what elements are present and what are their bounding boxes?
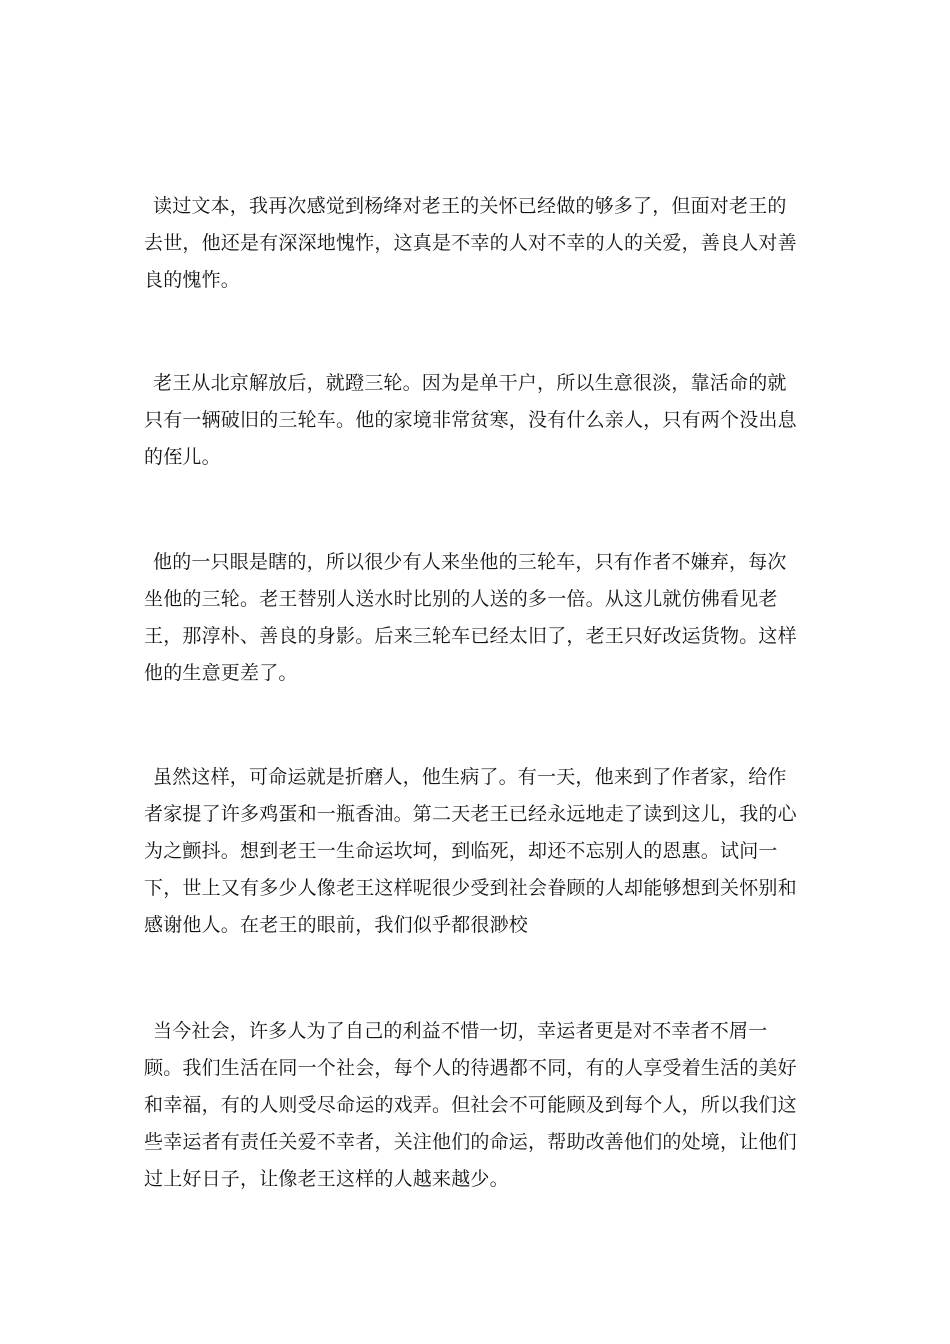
paragraph-2: 老王从北京解放后，就蹬三轮。因为是单干户，所以生意很淡，靠活命的就只有一辆破旧的三轮车。他的家境非常贫寒，没有什么亲人，只有两个没出息的侄儿。 [144,372,797,468]
paragraph-5: 当今社会，许多人为了自己的利益不惜一切，幸运者更是对不幸者不屑一顾。我们生活在同一个社会，每个人的待遇都不同，有的人享受着生活的美好和幸福，有的人则受尽命运的戏弄。但社会不可能顾及到每个人，所以我们这些幸运者有责任关爱不幸者，关注他们的命运，帮助改善他们的处境，让他们过上好日子，让像老王这样的人越来越少。 [144,1020,797,1190]
paragraph-3: 他的一只眼是瞎的，所以很少有人来坐他的三轮车，只有作者不嫌弃，每次坐他的三轮。老王替别人送水时比别的人送的多一倍。从这儿就仿佛看见老王，那淳朴、善良的身影。后来三轮车已经太旧了，老王只好改运货物。这样他的生意更差了。 [144,551,797,684]
paragraph-4: 虽然这样，可命运就是折磨人，他生病了。有一天，他来到了作者家，给作者家提了许多鸡蛋和一瓶香油。第二天老王已经永远地走了读到这儿，我的心为之颤抖。想到老王一生命运坎坷，到临死，却还不忘别人的恩惠。试问一下，世上又有多少人像老王这样呢很少受到社会眷顾的人却能够想到关怀别和感谢他人。在老王的眼前，我们似乎都很渺校 [144,766,797,936]
paragraph-1: 读过文本，我再次感觉到杨绛对老王的关怀已经做的够多了，但面对老王的去世，他还是有深深地愧怍，这真是不幸的人对不幸的人的关爱，善良人对善良的愧怍。 [144,195,797,291]
